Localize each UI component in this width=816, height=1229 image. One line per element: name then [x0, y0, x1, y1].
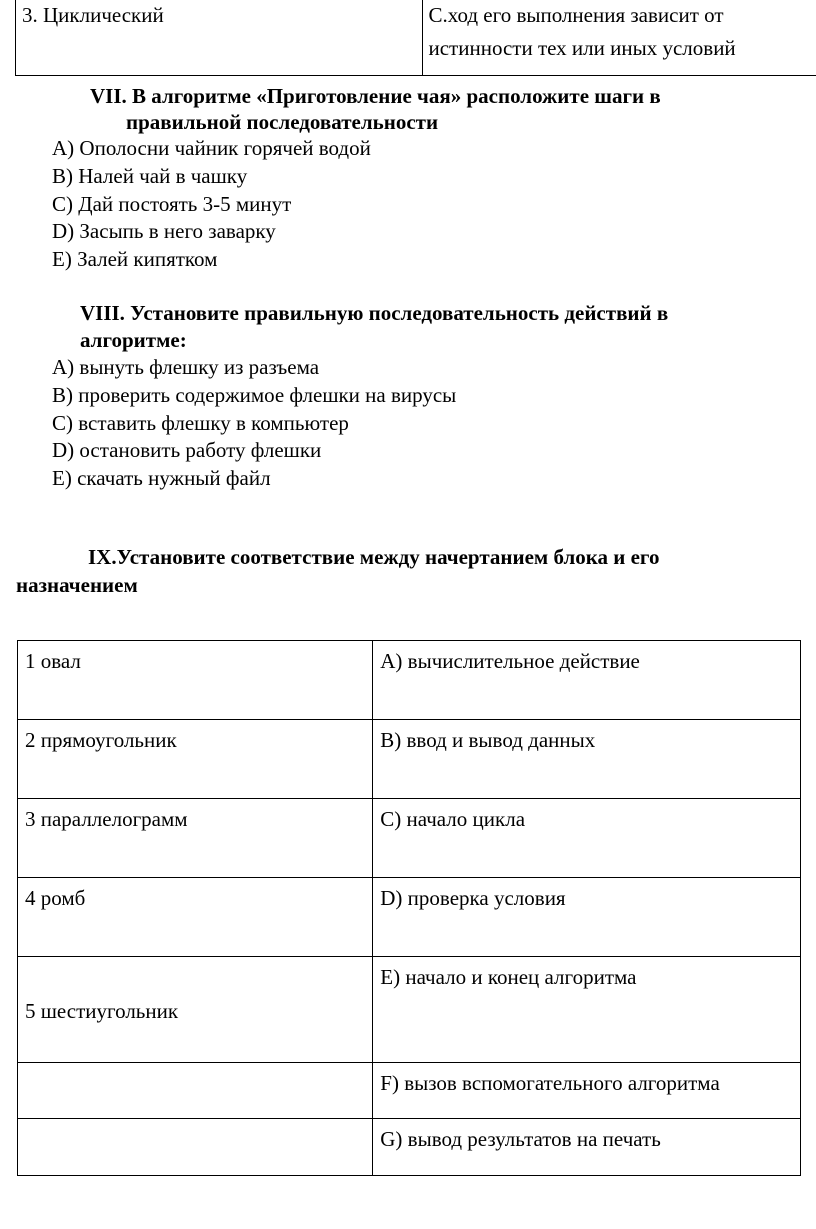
matching-table [17, 640, 801, 1176]
table-cell-type: 3. Циклический [16, 0, 423, 76]
question-7-option-d: D) Засыпь в него заварку [52, 219, 276, 243]
block-purpose-cell: B) ввод и вывод данных [373, 720, 801, 799]
question-9-title-line2: назначением [16, 573, 138, 597]
table-cell-description: С.ход его выполнения зависит от истинности тех или иных условий [422, 0, 816, 76]
table-row [18, 641, 801, 720]
question-8-option-a: A) вынуть флешку из разъема [52, 355, 320, 379]
block-purpose-cell: G) вывод результатов на печать [373, 1119, 801, 1176]
block-shape-cell: 1 овал [18, 641, 373, 720]
block-shape-cell [18, 1119, 373, 1176]
question-7-option-e: E) Залей кипятком [52, 247, 218, 271]
block-purpose-cell: C) начало цикла [373, 799, 801, 878]
question-8-option-b: B) проверить содержимое флешки на вирусы [52, 383, 457, 407]
answer-key-table [15, 0, 816, 76]
block-shape-cell: 3 параллелограмм [18, 799, 373, 878]
block-purpose-cell: F) вызов вспомогательного алгоритма [373, 1063, 801, 1119]
question-8-option-e: E) скачать нужный файл [52, 466, 271, 490]
table-row [18, 720, 801, 799]
block-shape-cell: 2 прямоугольник [18, 720, 373, 799]
question-8-title-line2: алгоритме: [80, 328, 187, 352]
block-purpose-cell: D) проверка условия [373, 878, 801, 957]
question-9-title-line1: IX.Установите соответствие между начертанием блока и его [88, 545, 660, 569]
block-shape-cell: 4 ромб [18, 878, 373, 957]
question-8-option-c: C) вставить флешку в компьютер [52, 411, 349, 435]
question-7-option-a: A) Ополосни чайник горячей водой [52, 136, 371, 160]
block-purpose-cell: A) вычислительное действие [373, 641, 801, 720]
block-shape-cell [18, 1063, 373, 1119]
block-purpose-cell: E) начало и конец алгоритма [373, 957, 801, 1063]
table-row [18, 1119, 801, 1176]
table-row [16, 0, 816, 76]
question-7-title-line1: VII. В алгоритме «Приготовление чая» расположите шаги в [90, 84, 661, 108]
table-row [18, 878, 801, 957]
table-row [18, 957, 801, 1063]
question-8-title-line1: VIII. Установите правильную последовательность действий в [80, 301, 669, 325]
table-row [18, 1063, 801, 1119]
question-7-title-line2: правильной последовательности [126, 110, 439, 134]
question-7-option-c: C) Дай постоять 3-5 минут [52, 192, 292, 216]
question-8-option-d: D) остановить работу флешки [52, 438, 322, 462]
block-shape-cell: 5 шестиугольник [18, 957, 373, 1063]
table-row [18, 799, 801, 878]
question-7-option-b: B) Налей чай в чашку [52, 164, 248, 188]
